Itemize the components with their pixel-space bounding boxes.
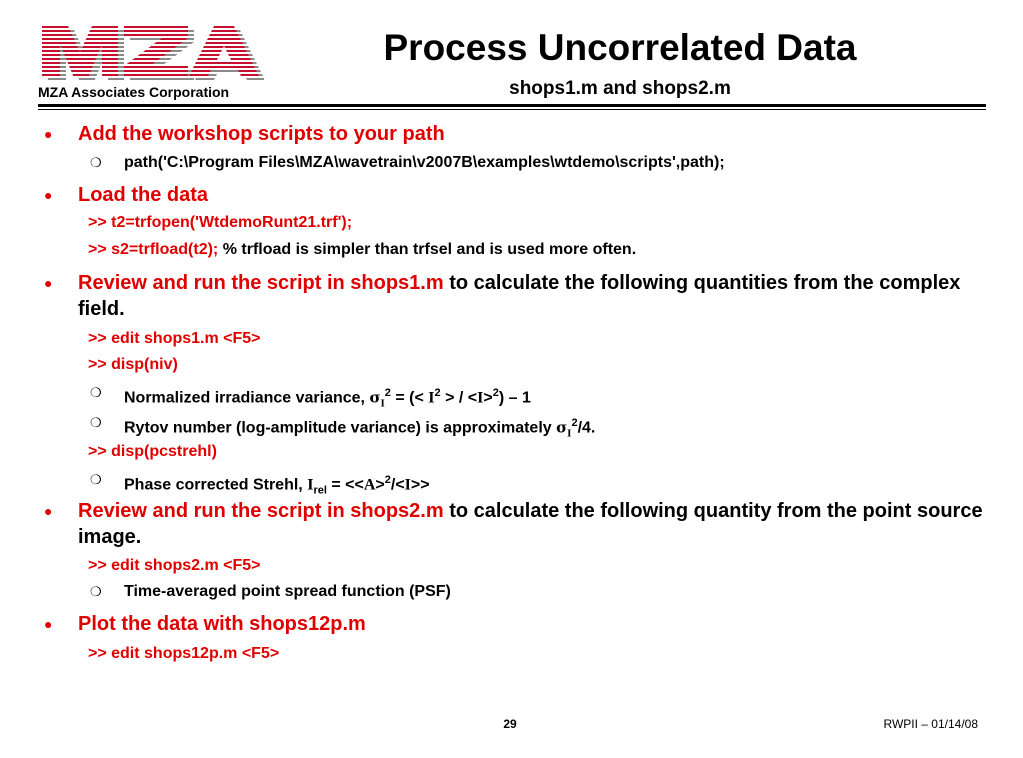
bullet-dot: ● xyxy=(44,616,53,632)
bullet-dot: ● xyxy=(44,503,53,519)
cmd-edit-shops2: >> edit shops2.m <F5> xyxy=(88,557,261,574)
bullet-plot-data: Plot the data with shops12p.m xyxy=(78,613,366,635)
equation-part: ) – 1 xyxy=(498,389,531,407)
mza-logo xyxy=(38,22,264,86)
item-phase-strehl xyxy=(124,470,430,501)
bullet-dot: ● xyxy=(44,275,53,291)
bullet-circle: ❍ xyxy=(90,385,102,400)
amplitude-symbol: A xyxy=(363,476,376,494)
bullet-dot: ● xyxy=(44,126,53,142)
item-rytov-number xyxy=(124,413,595,444)
equation-part: /< xyxy=(390,476,405,494)
bullet-review-shops2 xyxy=(78,498,998,550)
superscript: 2 xyxy=(571,417,578,429)
subscript: rel xyxy=(313,484,327,497)
bullet-circle: ❍ xyxy=(90,415,102,430)
slide-title: Process Uncorrelated Data xyxy=(383,27,857,68)
sigma-symbol: σ xyxy=(369,388,381,407)
superscript: 2 xyxy=(492,387,499,399)
bullet-circle: ❍ xyxy=(90,584,102,599)
path-command: path('C:\Program Files\MZA\wavetrain\v2007B\examples\wtdemo\scripts',path); xyxy=(124,154,725,171)
subscript: I xyxy=(380,397,385,410)
superscript: 2 xyxy=(384,387,391,399)
company-name: MZA Associates Corporation xyxy=(38,84,230,100)
cmd-disp-niv: >> disp(niv) xyxy=(88,356,178,373)
bullet-circle: ❍ xyxy=(90,472,102,487)
cmd-trfload: >> s2=trfload(t2); xyxy=(88,241,219,258)
irradiance-symbol: I xyxy=(428,389,435,407)
cmd-trfopen: >> t2=trfopen('WtdemoRunt21.trf'); xyxy=(88,214,353,231)
cmd-disp-pcstrehl: >> disp(pcstrehl) xyxy=(88,443,217,460)
bullet-load-data: Load the data xyxy=(78,184,209,206)
equation-part: = (< xyxy=(395,389,424,407)
item-psf: Time-averaged point spread function (PSF) xyxy=(124,583,451,600)
sigma-symbol: σ xyxy=(556,418,568,437)
cmd-trfload-comment: % trfload is simpler than trfsel and is used more often. xyxy=(222,241,637,258)
item-label: Rytov number (log-amplitude variance) is approximately xyxy=(124,419,552,437)
page-number: 29 xyxy=(503,717,517,731)
bullet-dot: ● xyxy=(44,187,53,203)
superscript: 2 xyxy=(434,387,441,399)
bullet-review-shops1-red: Review and run the script in shops1.m xyxy=(78,272,444,294)
item-label: Normalized irradiance variance, xyxy=(124,389,365,407)
bullet-review-shops2-red: Review and run the script in shops2.m xyxy=(78,500,444,522)
equation-part: = << xyxy=(331,476,364,494)
bullet-review-shops1 xyxy=(78,270,998,322)
equation-part: >> xyxy=(410,476,430,494)
bullet-circle: ❍ xyxy=(90,155,102,170)
header-rule-thick xyxy=(38,104,986,107)
cmd-trfload-line xyxy=(88,240,636,260)
cmd-edit-shops1: >> edit shops1.m <F5> xyxy=(88,330,261,347)
bullet-review-shops2-black: to calculate the following quantity from the point source image. xyxy=(78,500,983,548)
irradiance-symbol: I xyxy=(477,389,484,407)
superscript: 2 xyxy=(384,474,391,486)
header-rule-thin xyxy=(38,109,986,110)
bullet-add-scripts: Add the workshop scripts to your path xyxy=(78,123,445,145)
irradiance-symbol: I xyxy=(307,476,314,494)
item-label: Phase corrected Strehl, xyxy=(124,476,303,494)
equation-part: > / < xyxy=(445,389,478,407)
footer-info: RWPII – 01/14/08 xyxy=(883,717,978,731)
cmd-edit-shops12p: >> edit shops12p.m <F5> xyxy=(88,645,280,662)
equation-part: > xyxy=(483,389,493,407)
item-irradiance-variance xyxy=(124,383,531,414)
slide-subtitle: shops1.m and shops2.m xyxy=(509,78,731,99)
irradiance-symbol: I xyxy=(404,476,411,494)
equation-part: > xyxy=(375,476,385,494)
bullet-review-shops1-black: to calculate the following quantities from the complex field. xyxy=(78,272,961,320)
subscript: I xyxy=(567,427,572,440)
equation-part: /4. xyxy=(577,419,596,437)
